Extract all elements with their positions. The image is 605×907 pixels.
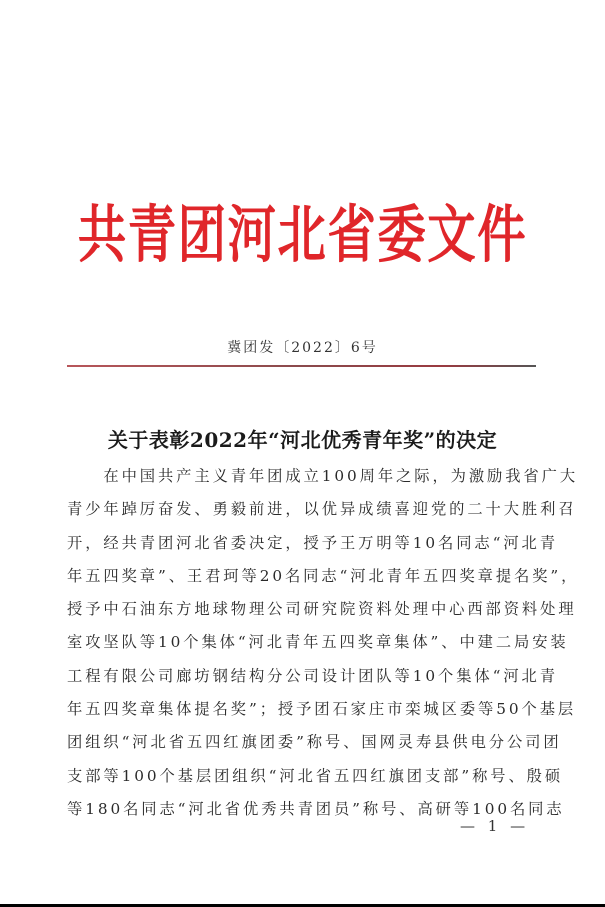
body-line: 授予中石油东方地球物理公司研究院资料处理中心西部资料处理 — [67, 600, 577, 619]
body-line: 工程有限公司廊坊钢结构分公司设计团队等10个集体“河北青 — [67, 666, 558, 685]
body-line: 支部等100个基层团组织“河北省五四红旗团支部”称号、殷硕 — [67, 766, 564, 785]
header-divider — [67, 365, 536, 367]
body-line: 室攻坚队等10个集体“河北青年五四奖章集体”、中建二局安装 — [67, 633, 569, 652]
body-line: 年五四奖章”、王君珂等20名同志“河北青年五四奖章提名奖”， — [67, 566, 580, 585]
body-line: 开，经共青团河北省委决定，授予王万明等10名同志“河北青 — [67, 533, 558, 552]
document-masthead: 共青团河北省委文件 — [77, 198, 528, 271]
body-line: 在中国共产主义青年团成立100周年之际，为激励我省广大 — [67, 467, 579, 485]
document-title: 关于表彰2022年“河北优秀青年奖”的决定 — [107, 428, 498, 452]
document-number: 冀团发〔2022〕6号 — [227, 340, 378, 356]
document-body — [67, 460, 580, 826]
page-number: — 1 — — [460, 817, 530, 835]
body-line: 年五四奖章集体提名奖”；授予团石家庄市栾城区委等50个基层 — [67, 700, 577, 719]
body-line: 团组织“河北省五四红旗团委”称号、国网灵寿县供电分公司团 — [67, 733, 562, 752]
body-line: 青少年踔厉奋发、勇毅前进，以优异成绩喜迎党的二十大胜利召 — [67, 500, 577, 519]
body-line: 等180名同志“河北省优秀共青团员”称号、高研等100名同志 — [67, 799, 565, 818]
